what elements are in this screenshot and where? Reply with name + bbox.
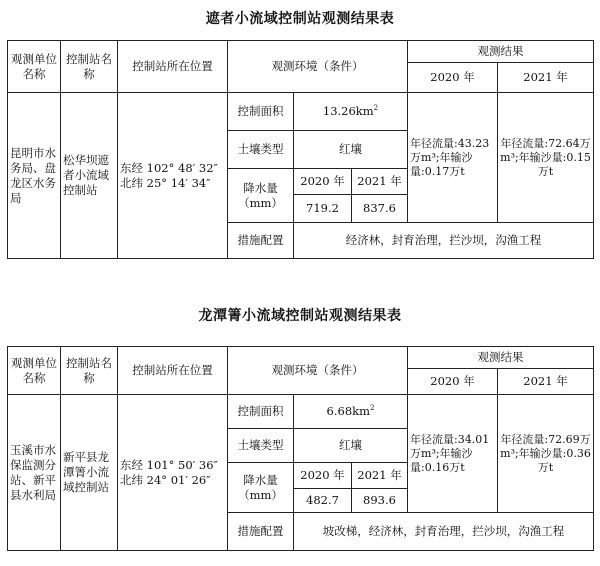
area-label: 控制面积 (228, 93, 294, 131)
area-value: 6.68km (326, 404, 371, 418)
result-2021-cell: 年径流量:72.69万m³;年输沙量:0.36万t (498, 395, 594, 513)
result-2020-cell: 年径流量:34.01万m³;年输沙量:0.16万t (408, 395, 498, 513)
location-east: 东经 101° 50′ 36″ (120, 457, 218, 472)
rain-year-2021: 2021 年 (352, 463, 408, 489)
rain-value-2020: 482.7 (294, 489, 352, 513)
rain-value-2020: 719.2 (294, 195, 352, 223)
station-name-cell: 松华坝遮者小流域控制站 (61, 93, 118, 259)
soil-label: 土壤类型 (228, 131, 294, 169)
soil-value: 红壤 (294, 429, 408, 463)
observation-table (7, 40, 594, 259)
rain-year-2020: 2020 年 (294, 169, 352, 195)
header-location: 控制站所在位置 (118, 347, 228, 395)
measures-label: 措施配置 (228, 223, 294, 259)
area-label: 控制面积 (228, 395, 294, 429)
header-environment: 观测环境（条件） (228, 41, 408, 93)
header-station: 控制站名称 (61, 347, 118, 395)
result-2021-cell: 年径流量:72.64万m³;年输沙量:0.15万t (498, 93, 594, 223)
area-unit-sup: 2 (370, 404, 375, 413)
header-results: 观测结果 (408, 41, 594, 63)
rain-year-2021: 2021 年 (352, 169, 408, 195)
area-value: 13.26km (322, 104, 374, 118)
rain-value-2021: 893.6 (352, 489, 408, 513)
result-2020-cell: 年径流量:43.23万m³;年输沙量:0.17万t (408, 93, 498, 223)
header-year-2021: 2021 年 (498, 63, 594, 93)
measures-label: 措施配置 (228, 513, 294, 551)
soil-label: 土壤类型 (228, 429, 294, 463)
header-year-2021: 2021 年 (498, 369, 594, 395)
header-unit: 观测单位名称 (8, 41, 61, 93)
area-value-cell (294, 395, 408, 429)
rain-label: 降水量（mm） (228, 169, 294, 223)
soil-value: 红壤 (294, 131, 408, 169)
location-cell (118, 395, 228, 551)
area-value-cell (294, 93, 408, 131)
header-environment: 观测环境（条件） (228, 347, 408, 395)
unit-name-cell: 玉溪市水保监测分站、新平县水利局 (8, 395, 61, 551)
station-name-cell: 新平县龙潭箐小流域控制站 (61, 395, 118, 551)
location-cell (118, 93, 228, 259)
location-east: 东经 102° 48′ 32″ (120, 160, 218, 175)
rain-label: 降水量（mm） (228, 463, 294, 513)
header-year-2020: 2020 年 (408, 369, 498, 395)
table-title: 龙潭箐小流域控制站观测结果表 (198, 308, 402, 324)
observation-table (7, 346, 594, 551)
header-unit: 观测单位名称 (8, 347, 61, 395)
rain-value-2021: 837.6 (352, 195, 408, 223)
rain-year-2020: 2020 年 (294, 463, 352, 489)
header-location: 控制站所在位置 (118, 41, 228, 93)
header-year-2020: 2020 年 (408, 63, 498, 93)
header-results: 观测结果 (408, 347, 594, 369)
measures-value: 坡改梯，经济林，封育治理，拦沙坝，沟渔工程 (294, 513, 594, 551)
location-north: 北纬 24° 01′ 26″ (120, 472, 211, 487)
location-north: 北纬 25° 14′ 34″ (120, 175, 211, 190)
table-title: 遮者小流域控制站观测结果表 (205, 11, 395, 27)
area-unit-sup: 2 (373, 104, 379, 113)
header-station: 控制站名称 (61, 41, 118, 93)
measures-value: 经济林，封育治理，拦沙坝，沟渔工程 (294, 223, 594, 259)
unit-name-cell: 昆明市水务局、盘龙区水务局 (8, 93, 61, 259)
